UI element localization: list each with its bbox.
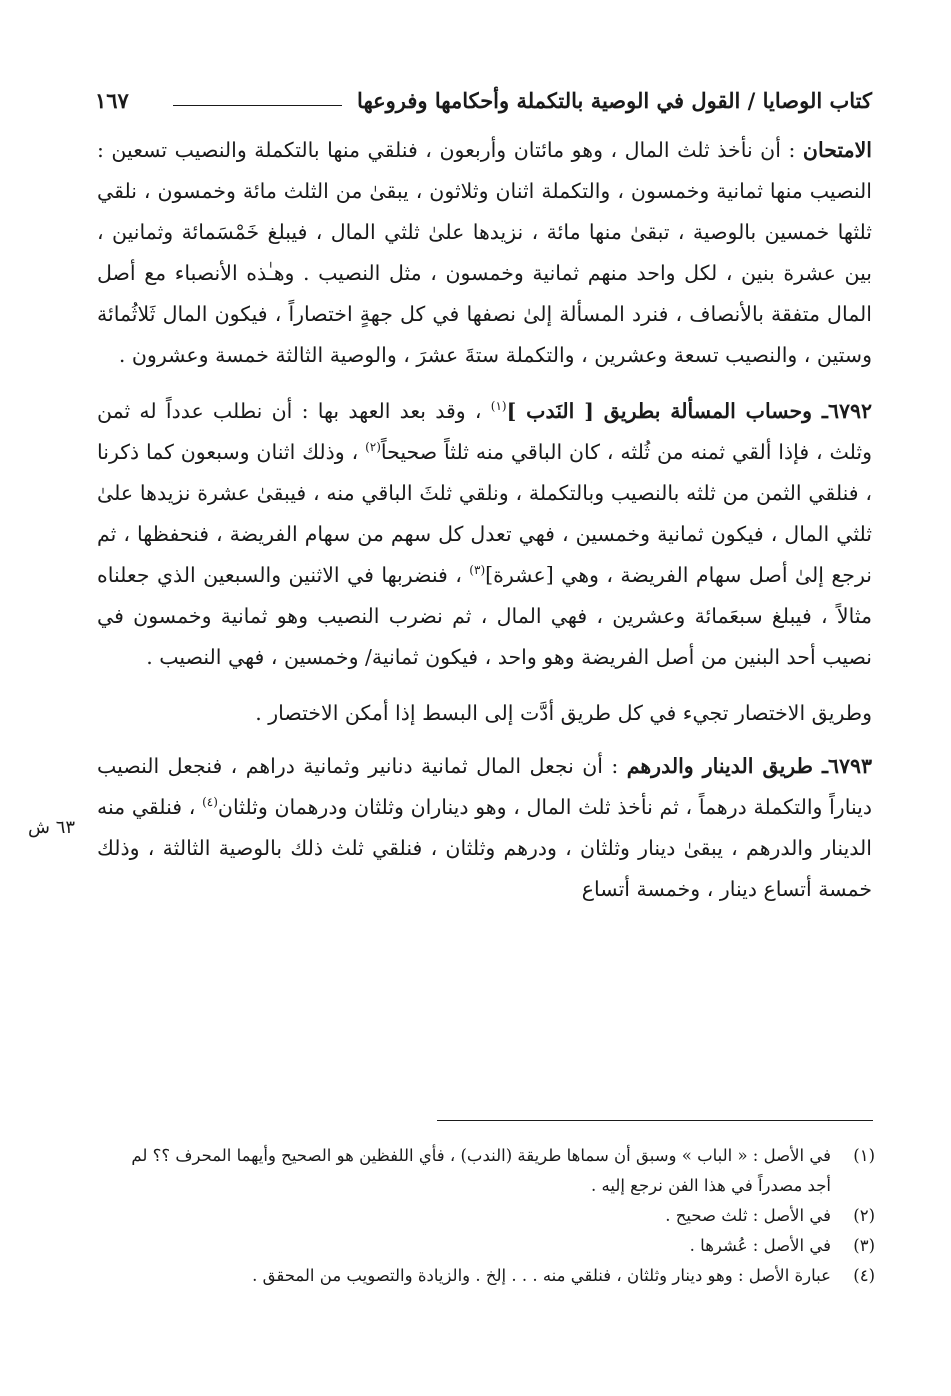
- footnote-text: في الأصل : عُشرها .: [689, 1236, 831, 1255]
- footnote: [117, 1141, 875, 1201]
- footnote-number: (٣): [853, 1236, 875, 1255]
- footnote: [117, 1231, 875, 1261]
- paragraph-label: ٦٧٩٢ـ وحساب المسألة بطريق [ النَدب ]: [506, 399, 872, 423]
- footnote-ref: (٤): [202, 795, 218, 810]
- paragraph-text: ، وذلك اثنان وسبعون كما ذكرنا ، فنلقي الثمن من ثلثه بالنصيب وبالتكملة ، ونلقي ثلثَ الباقي منه ، فيبقىٰ عشرة نزيدها علىٰ ثلثي المال ، فيكون ثمانية وخمسين ، فهي تعدل كل سهم من سهام الفريضة ، فنحفظها ، ثم نرجع إلىٰ أصل سهام الفريضة ، وهي [عشرة]: [97, 440, 872, 587]
- paragraph-text: ، فنضربها في الاثنين والسبعين الذي جعلناه مثالاً ، فيبلغ سبعَمائة وعشرين ، فهي المال ، ثم نضرب النصيب وهو ثمانية وخمسون في نصيب أحد البنين من أصل الفريضة وهو واحد ، فيكون ثمانية/ وخمسين ، فهي النصيب .: [97, 563, 872, 669]
- footnote-number: (١): [853, 1146, 875, 1165]
- paragraph-test: [97, 130, 872, 376]
- paragraph-text: ، وقد بعد العهد بها : أن نطلب عدداً له ثمن وثلث ، فإذا ألقي ثمنه من ثُلثه ، كان الباقي منه ثلثاً صحيحاً: [97, 399, 872, 464]
- footnote-number: (٢): [853, 1206, 875, 1225]
- paragraph-text: ، فنلقي منه الدينار والدرهم ، يبقىٰ دينار وثلثان ، ودرهم وثلثان ، فنلقي ثلث ذلك بالوصية الثالثة ، وذلك خمسة أتساع دينار ، وخمسة أتساع: [97, 795, 872, 901]
- paragraph-6792: [97, 391, 872, 678]
- paragraph-label: ٦٧٩٣ـ طريق الدينار والدرهم: [626, 754, 873, 778]
- paragraph-shortcut: [97, 693, 872, 734]
- paragraph-text: : أن نأخذ ثلث المال ، وهو مائتان وأربعون ، فنلقي منها بالتكملة والنصيب تسعين : النصيب منها ثمانية وخمسون ، والتكملة اثنان وثلاثون ، يبقىٰ من الثلث مائة وخمسون ، نلقي ثلثها خمسين بالوصية ، تبقىٰ منها مائة ، نزيدها علىٰ ثلثي المال ، فيبلغ خَمْسَمائة وثمانين ، بين عشرة بنين ، لكل واحد منهم ثمانية وخمسون ، مثل النصيب . وهـٰذه الأنصباء مع أصل المال متفقة بالأنصاف ، فنرد المسألة إلىٰ نصفها في كل جهةٍ اختصاراً ، فيكون المال ثَلاثُمائة وستين ، والنصيب تسعة وعشرين ، والتكملة ستةَ عشرَ ، والوصية الثالثة خمسة وعشرون .: [97, 138, 872, 367]
- footnote-ref: (٢): [365, 440, 381, 455]
- paragraph-text: : أن نجعل المال ثمانية دنانير وثمانية دراهم ، فنجعل النصيب ديناراً والتكملة درهماً ، ثم نأخذ ثلث المال ، وهو ديناران وثلثان ودرهمان وثلثان: [97, 754, 872, 819]
- footnote-text: عبارة الأصل : وهو دينار وثلثان ، فنلقي منه . . . إلخ . والزيادة والتصويب من المحقق .: [252, 1266, 831, 1285]
- footnote-rule: [437, 1120, 873, 1121]
- page-number: ١٦٧: [95, 88, 129, 113]
- header-rule: [173, 105, 342, 106]
- margin-note: ٦٣ ش: [28, 817, 76, 838]
- footnote: [117, 1261, 875, 1291]
- paragraph-text: وطريق الاختصار تجيء في كل طريق أدَّت إلى البسط إذا أمكن الاختصار .: [255, 701, 872, 725]
- footnote-ref: (٣): [469, 563, 486, 578]
- footnote: [117, 1201, 875, 1231]
- main-text: [97, 130, 872, 910]
- chapter-title: كتاب الوصايا / القول في الوصية بالتكملة وأحكامها وفروعها: [357, 88, 872, 113]
- running-head: [95, 80, 872, 122]
- footnote-ref: (١): [490, 399, 507, 414]
- paragraph-label: الامتحان: [802, 138, 872, 162]
- footnote-text: في الأصل : ثلث صحيح .: [665, 1206, 831, 1225]
- footnotes: [117, 1141, 875, 1291]
- footnote-number: (٤): [853, 1266, 875, 1285]
- footnote-text: في الأصل : « الباب » وسبق أن سماها طريقة (الندب) ، فأي اللفظين هو الصحيح وأيهما المحرف ؟؟ لم أجد مصدراً في هذا الفن نرجع إليه .: [131, 1146, 831, 1195]
- paragraph-6793: [97, 746, 872, 910]
